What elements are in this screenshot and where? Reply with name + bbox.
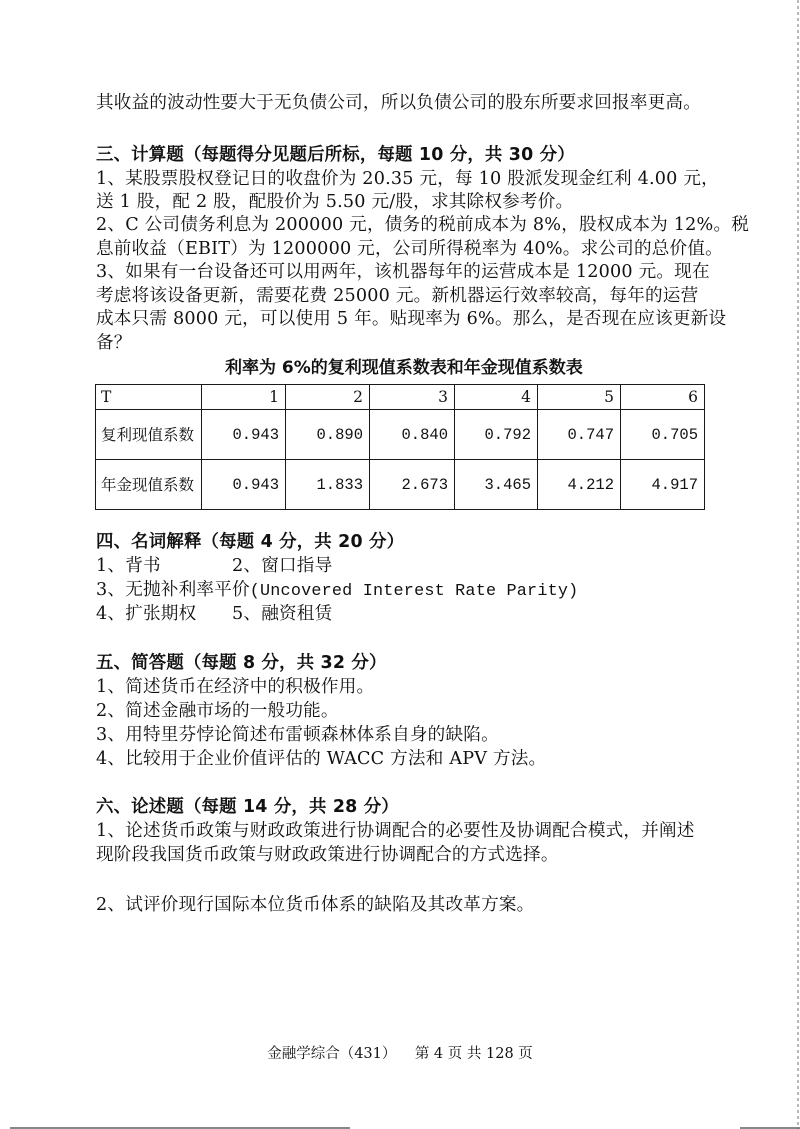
- table-cell: 0.747: [538, 410, 621, 460]
- table-row: [96, 460, 705, 510]
- question-3-1-line-1: 1、某股票股权登记日的收盘价为 20.35 元，每 10 股派发现金红利 4.00 元，: [96, 169, 719, 189]
- term-3-chinese: 3、无抛补利率平价: [96, 580, 250, 600]
- table-period: 5: [538, 385, 621, 410]
- table-row: [96, 410, 705, 460]
- short-answer-3: 3、用特里芬悖论简述布雷顿森林体系自身的缺陷。: [96, 725, 499, 745]
- short-answer-2: 2、简述金融市场的一般功能。: [96, 701, 339, 721]
- term-4: 4、扩张期权: [96, 604, 197, 624]
- question-3-3-line-4: 备？: [96, 333, 132, 353]
- intro-line: 其收益的波动性要大于无负债公司，所以负债公司的股东所要求回报率更高。: [96, 93, 701, 113]
- table-title: 利率为 6%的复利现值系数表和年金现值系数表: [225, 358, 583, 378]
- term-2: 2、窗口指导: [232, 556, 333, 576]
- term-3-english: (Uncovered Interest Rate Parity): [249, 582, 579, 601]
- short-answer-4: 4、比较用于企业价值评估的 WACC 方法和 APV 方法。: [96, 749, 547, 769]
- section-6-heading: 六、论述题（每题 14 分，共 28 分）: [96, 797, 399, 817]
- table-cell: 0.943: [202, 460, 286, 510]
- table-cell: 0.890: [286, 410, 370, 460]
- table-cell: 3.465: [455, 460, 538, 510]
- short-answer-1: 1、简述货币在经济中的积极作用。: [96, 677, 375, 697]
- table-header-label: T: [96, 385, 202, 410]
- scan-edge-right: [797, 0, 799, 1129]
- page-footer: [0, 1042, 800, 1063]
- table-cell: 0.705: [621, 410, 705, 460]
- section-3-heading: 三、计算题（每题得分见题后所标，每题 10 分，共 30 分）: [96, 145, 575, 165]
- table-cell: 4.917: [621, 460, 705, 510]
- essay-1-line-2: 现阶段我国货币政策与财政政策进行协调配合的方式选择。: [96, 845, 559, 865]
- term-3: [96, 579, 578, 603]
- question-3-3-line-3: 成本只需 8000 元，可以使用 5 年。贴现率为 6%。那么，是否现在应该更新设: [96, 309, 727, 329]
- table-cell: 2.673: [370, 460, 455, 510]
- table-cell: 4.212: [538, 460, 621, 510]
- term-1: 1、背书: [96, 556, 161, 576]
- table-cell: 0.943: [202, 410, 286, 460]
- table-period: 1: [202, 385, 286, 410]
- question-3-2-line-2: 息前收益（EBIT）为 1200000 元，公司所得税率为 40%。求公司的总价值。: [96, 239, 723, 259]
- table-period: 2: [286, 385, 370, 410]
- essay-2: 2、试评价现行国际本位货币体系的缺陷及其改革方案。: [96, 895, 535, 915]
- essay-1-line-1: 1、论述货币政策与财政政策进行协调配合的必要性及协调配合模式，并阐述: [96, 821, 695, 841]
- table-cell: 0.792: [455, 410, 538, 460]
- table-header-row: [96, 385, 705, 410]
- question-3-2-line-1: 2、C 公司债务利息为 200000 元，债务的税前成本为 8%，股权成本为 12%。税: [96, 215, 750, 235]
- table-cell: 0.840: [370, 410, 455, 460]
- question-3-3-line-1: 3、如果有一台设备还可以用两年，该机器每年的运营成本是 12000 元。现在: [96, 262, 710, 282]
- present-value-table: [95, 384, 705, 510]
- question-3-3-line-2: 考虑将该设备更新，需要花费 25000 元。新机器运行效率较高，每年的运营: [96, 286, 699, 306]
- section-5-heading: 五、简答题（每题 8 分，共 32 分）: [96, 653, 387, 673]
- table-row-label: 复利现值系数: [96, 410, 202, 460]
- section-4-heading: 四、名词解释（每题 4 分，共 20 分）: [96, 532, 405, 552]
- table-period: 6: [621, 385, 705, 410]
- question-3-1-line-2: 送 1 股，配 2 股，配股价为 5.50 元/股，求其除权参考价。: [96, 192, 574, 212]
- footer-page-info: 第 4 页 共 128 页: [414, 1046, 533, 1062]
- footer-course: 金融学综合（431）: [267, 1046, 397, 1062]
- table-cell: 1.833: [286, 460, 370, 510]
- table-period: 4: [455, 385, 538, 410]
- term-5: 5、融资租赁: [232, 604, 333, 624]
- table-period: 3: [370, 385, 455, 410]
- table-row-label: 年金现值系数: [96, 460, 202, 510]
